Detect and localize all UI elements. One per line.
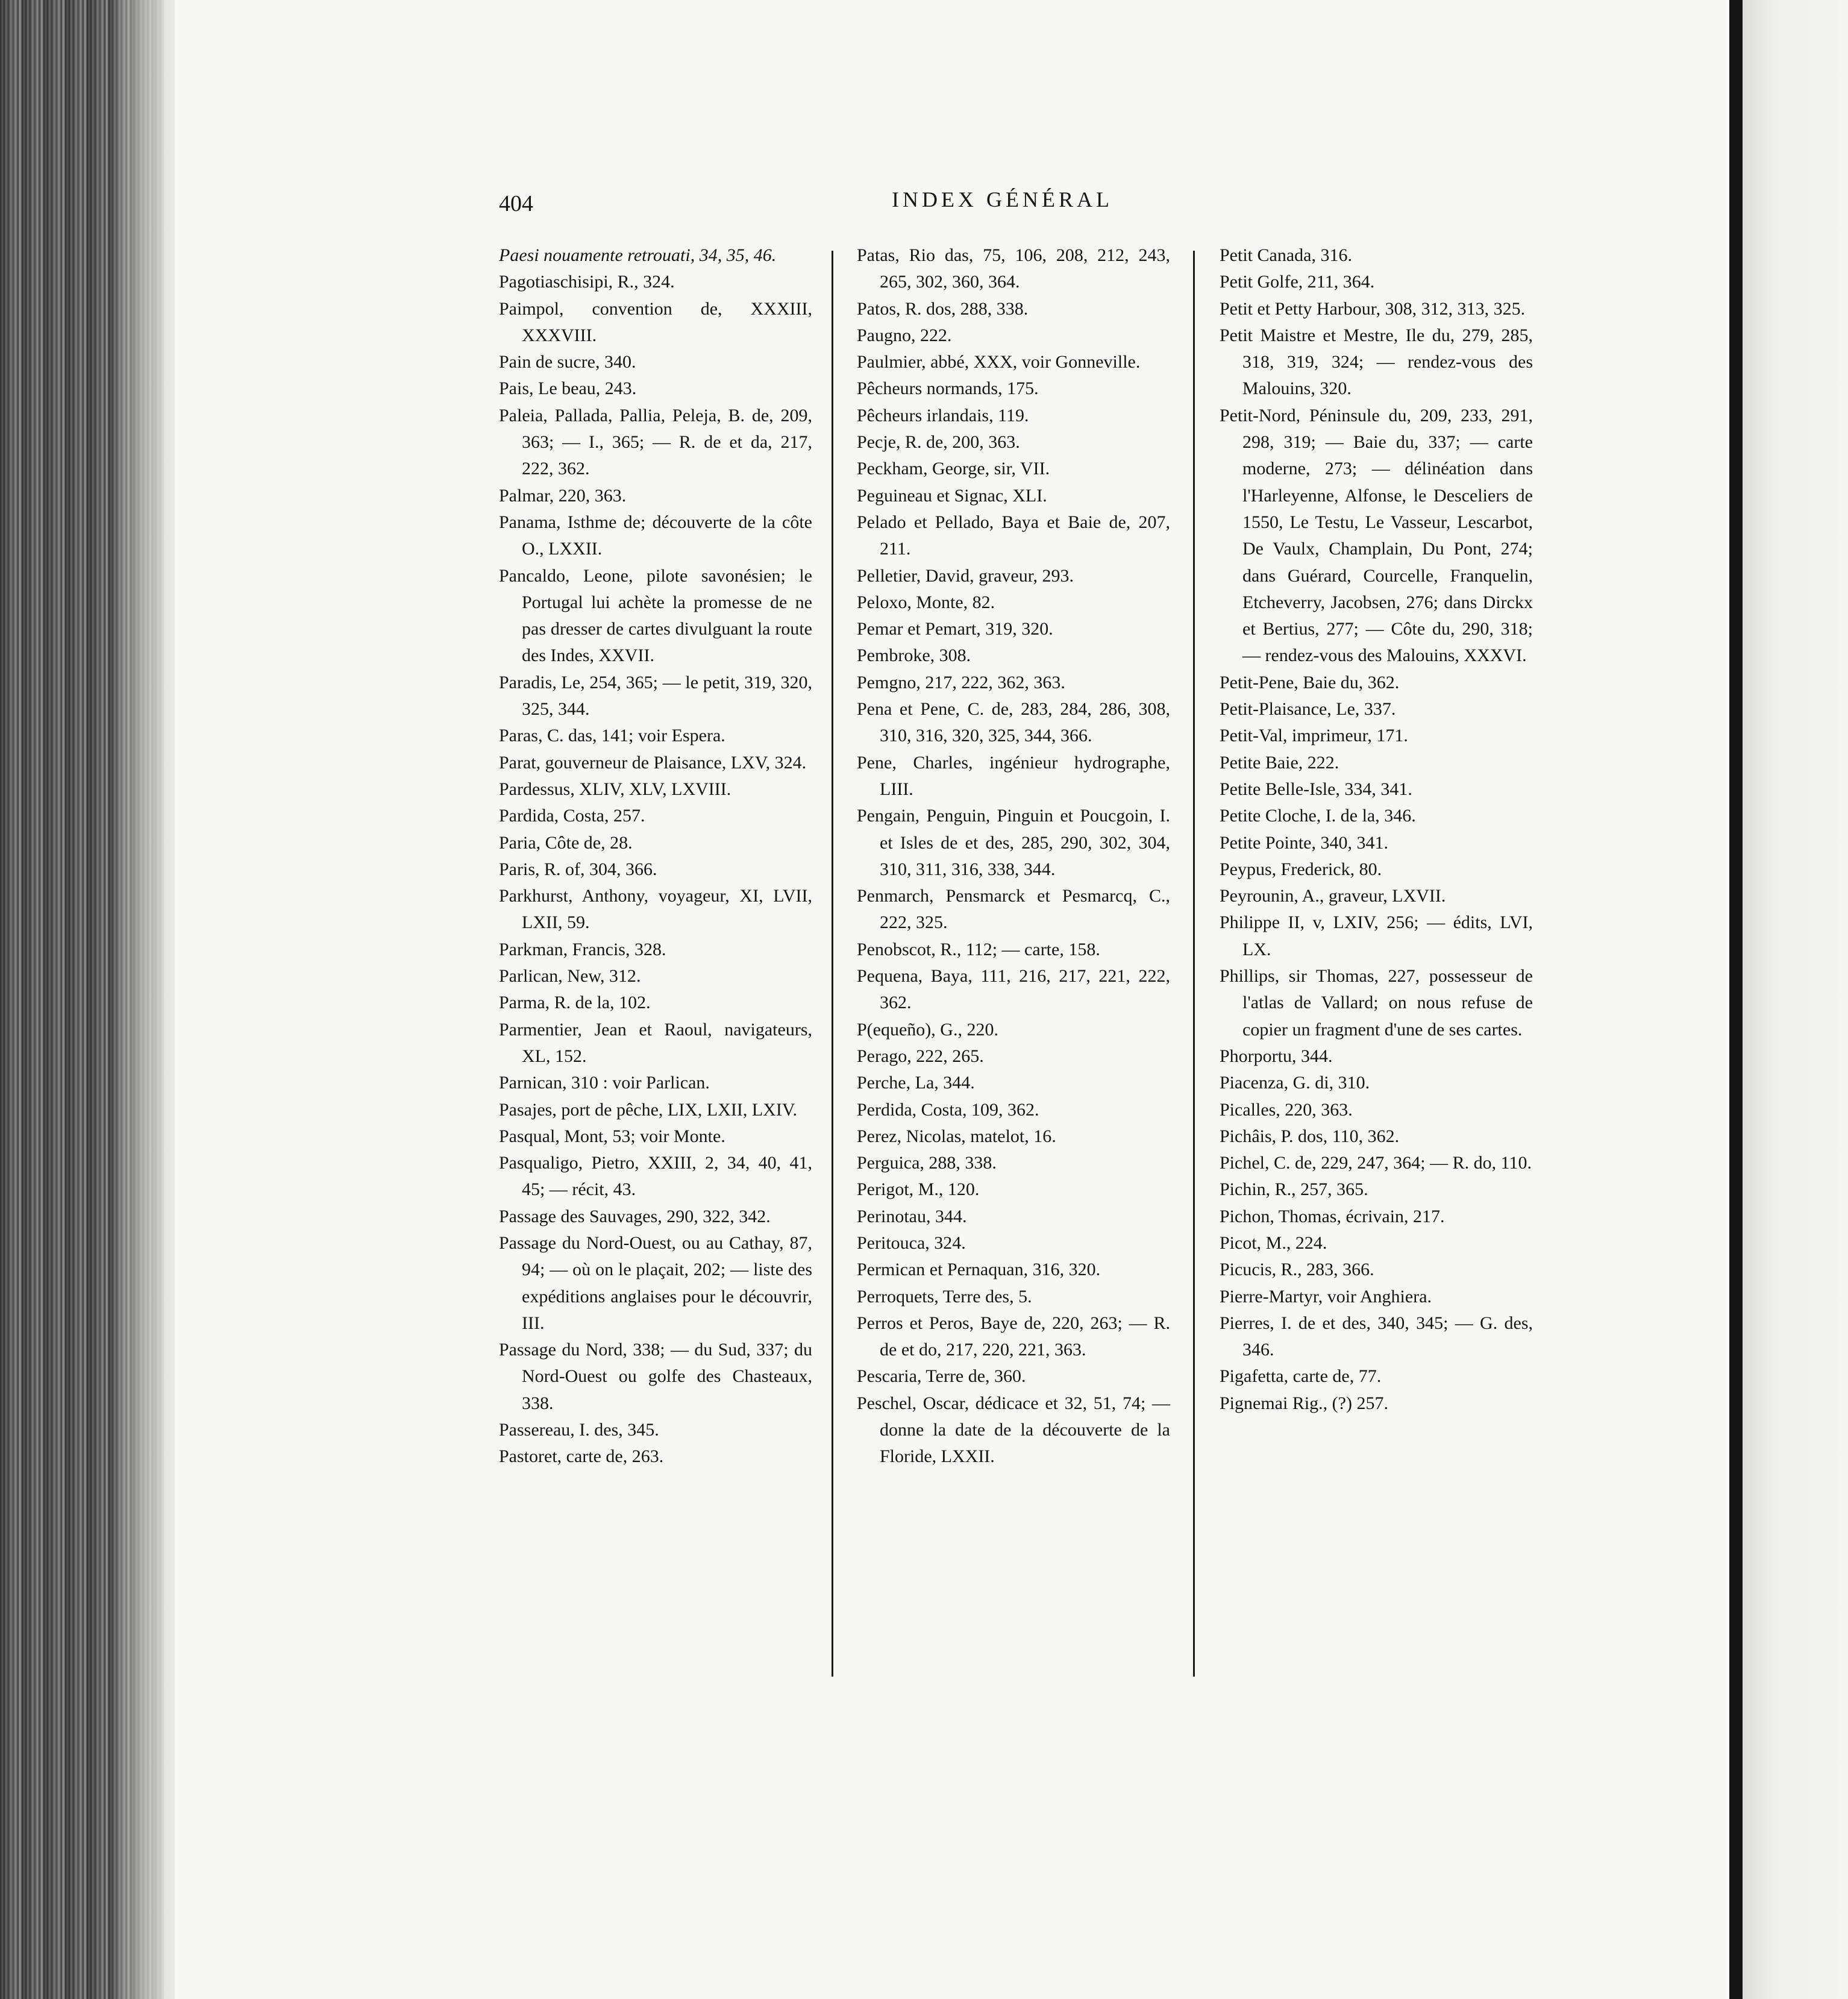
index-entry: Pêcheurs irlandais, 119. <box>857 405 1029 425</box>
index-entry: Picot, M., 224. <box>1220 1232 1327 1253</box>
index-entry: Petit Maistre et Mestre, Ile du, 279, 285, 318, 319, 324; — rendez-vous des Malouins, 320. <box>1220 325 1533 399</box>
column-rule <box>1193 251 1195 1677</box>
index-entry: Petit-Val, imprimeur, 171. <box>1220 726 1408 746</box>
index-entry: Pichon, Thomas, écrivain, 217. <box>1220 1206 1445 1226</box>
index-entry: Pichel, C. de, 229, 247, 364; — R. do, 110. <box>1220 1153 1532 1173</box>
index-entry: Paris, R. of, 304, 366. <box>499 859 657 879</box>
running-head: INDEX GÉNÉRAL <box>892 187 1113 212</box>
index-entry: Perez, Nicolas, matelot, 16. <box>857 1126 1056 1146</box>
index-entry: Peschel, Oscar, dédicace et 32, 51, 74; — donne la date de la découverte de la Floride, LXXII. <box>857 1393 1170 1467</box>
index-entry: Petite Cloche, I. de la, 346. <box>1220 806 1416 826</box>
index-entry: Pene, Charles, ingénieur hydrographe, LIII. <box>857 752 1170 799</box>
index-entry: P(equeño), G., 220. <box>857 1019 998 1040</box>
index-entry: Palmar, 220, 363. <box>499 485 627 506</box>
index-entry: Perguica, 288, 338. <box>857 1153 997 1173</box>
index-entry: Petite Baie, 222. <box>1220 752 1339 773</box>
gutter-shadow <box>108 0 175 1999</box>
index-entry: Paradis, Le, 254, 365; — le petit, 319, 320, 325, 344. <box>499 672 812 720</box>
index-entry: Permican et Pernaquan, 316, 320. <box>857 1260 1101 1280</box>
index-entry: Parat, gouverneur de Plaisance, LXV, 324. <box>499 752 807 773</box>
index-entry: Paria, Côte de, 28. <box>499 832 633 853</box>
index-column-3 <box>1220 242 1533 1417</box>
index-entry: Parmentier, Jean et Raoul, navigateurs, XL, 152. <box>499 1019 812 1066</box>
page-number: 404 <box>499 191 533 216</box>
index-entry: Perdida, Costa, 109, 362. <box>857 1099 1039 1120</box>
index-entry: Paleia, Pallada, Pallia, Peleja, B. de, 209, 363; — I., 365; — R. de et da, 217, 222, 362. <box>499 405 812 479</box>
index-entry: Pignemai Rig., (?) 257. <box>1220 1393 1388 1413</box>
index-entry: Parlican, New, 312. <box>499 966 641 987</box>
index-column-1 <box>499 242 812 1470</box>
index-entry: Paras, C. das, 141; voir Espera. <box>499 726 725 746</box>
index-entry: Passage du Nord-Ouest, ou au Cathay, 87, 94; — où on le plaçait, 202; — liste des expéditions anglaises pour le découvrir, III. <box>499 1232 812 1333</box>
index-entry: Peypus, Frederick, 80. <box>1220 859 1382 879</box>
index-entry: Philippe II, v, LXIV, 256; — édits, LVI, LX. <box>1220 912 1533 959</box>
index-entry: Pecje, R. de, 200, 363. <box>857 432 1020 453</box>
index-entry: Petit Canada, 316. <box>1220 245 1352 265</box>
index-entry: Pasqualigo, Pietro, XXIII, 2, 34, 40, 41, 45; — récit, 43. <box>499 1153 812 1200</box>
index-entry: Petite Pointe, 340, 341. <box>1220 832 1388 853</box>
index-entry: Perigot, M., 120. <box>857 1179 980 1200</box>
index-entry: Pescaria, Terre de, 360. <box>857 1366 1026 1387</box>
index-entry: Pardida, Costa, 257. <box>499 806 645 826</box>
index-entry: Pagotiaschisipi, R., 324. <box>499 272 675 292</box>
index-entry: Pardessus, XLIV, XLV, LXVIII. <box>499 779 731 799</box>
index-entry: Pelletier, David, graveur, 293. <box>857 565 1074 586</box>
index-entry: Petit-Nord, Péninsule du, 209, 233, 291, 298, 319; — Baie du, 337; — carte moderne, 273; — délinéation dans l'Harleyenne, Alfonse, le Desceliers de 1550, Le Testu, Le Vasseur, Lescarbot, De Vaulx, Champlain, Du Pont, 274; dans Guérard, Courcelle, Franquelin, Etcheverry, Jacobsen, 276; dans Dirckx et Bertius, 277; — Côte du, 290, 318; — rendez-vous des Malouins, XXXVI. <box>1220 405 1533 666</box>
index-entry: Patas, Rio das, 75, 106, 208, 212, 243, 265, 302, 360, 364. <box>857 245 1170 292</box>
index-entry: Perche, La, 344. <box>857 1073 975 1093</box>
index-entry: Paulmier, abbé, XXX, voir Gonneville. <box>857 352 1141 372</box>
index-entry: Petit-Plaisance, Le, 337. <box>1220 699 1396 720</box>
index-entry: Paimpol, convention de, XXXIII, XXXVIII. <box>499 298 812 345</box>
index-entry: Pemgno, 217, 222, 362, 363. <box>857 672 1065 692</box>
index-entry: Parma, R. de la, 102. <box>499 993 651 1013</box>
index-entry: Pain de sucre, 340. <box>499 352 636 372</box>
index-entry: Panama, Isthme de; découverte de la côte O., LXXII. <box>499 512 812 559</box>
index-entry: Pasqual, Mont, 53; voir Monte. <box>499 1126 725 1146</box>
index-entry: Pichâis, P. dos, 110, 362. <box>1220 1126 1400 1146</box>
index-entry: Parkman, Francis, 328. <box>499 939 666 959</box>
index-entry: Petit Golfe, 211, 364. <box>1220 272 1375 292</box>
index-entry: Picalles, 220, 363. <box>1220 1099 1353 1120</box>
index-entry: Perinotau, 344. <box>857 1206 967 1226</box>
index-entry: Pigafetta, carte de, 77. <box>1220 1366 1382 1387</box>
next-page-strip <box>1743 0 1848 1999</box>
index-entry: Pancaldo, Leone, pilote savonésien; le Portugal lui achète la promesse de ne pas dresser de cartes divulguant la route des Indes, XXVII. <box>499 565 812 666</box>
index-entry: Parkhurst, Anthony, voyageur, XI, LVII, LXII, 59. <box>499 886 812 933</box>
index-entry: Passage des Sauvages, 290, 322, 342. <box>499 1206 771 1226</box>
index-entry: Patos, R. dos, 288, 338. <box>857 298 1029 319</box>
index-entry: Pelado et Pellado, Baya et Baie de, 207, 211. <box>857 512 1170 559</box>
index-entry: Pasajes, port de pêche, LIX, LXII, LXIV. <box>499 1099 798 1120</box>
index-entry: Pequena, Baya, 111, 216, 217, 221, 222, 362. <box>857 966 1170 1013</box>
index-entry: Phillips, sir Thomas, 227, possesseur de l'atlas de Vallard; on nous refuse de copier un fragment d'une de ses cartes. <box>1220 966 1533 1040</box>
index-entry: Parnican, 310 : voir Parlican. <box>499 1073 710 1093</box>
index-entry: Pastoret, carte de, 263. <box>499 1446 664 1467</box>
index-entry: Paesi nouamente retrouati, 34, 35, 46. <box>499 245 777 265</box>
index-entry: Perroquets, Terre des, 5. <box>857 1286 1032 1307</box>
index-entry: Piacenza, G. di, 310. <box>1220 1073 1370 1093</box>
index-entry: Petite Belle-Isle, 334, 341. <box>1220 779 1412 799</box>
index-entry: Passereau, I. des, 345. <box>499 1420 659 1440</box>
index-entry: Petit et Petty Harbour, 308, 312, 313, 325. <box>1220 298 1526 319</box>
index-entry: Pena et Pene, C. de, 283, 284, 286, 308, 310, 316, 320, 325, 344, 366. <box>857 699 1170 746</box>
index-entry: Peyrounin, A., graveur, LXVII. <box>1220 886 1446 906</box>
index-entry: Peritouca, 324. <box>857 1232 966 1253</box>
index-entry: Peloxo, Monte, 82. <box>857 592 995 612</box>
index-entry: Picucis, R., 283, 366. <box>1220 1260 1374 1280</box>
index-entry: Paugno, 222. <box>857 325 952 345</box>
index-entry: Peguineau et Signac, XLI. <box>857 485 1047 506</box>
index-entry: Pais, Le beau, 243. <box>499 378 637 399</box>
index-entry: Pêcheurs normands, 175. <box>857 378 1039 399</box>
index-entry: Perros et Peros, Baye de, 220, 263; — R. de et do, 217, 220, 221, 363. <box>857 1313 1170 1360</box>
index-entry: Pemar et Pemart, 319, 320. <box>857 619 1053 639</box>
index-entry: Penmarch, Pensmarck et Pesmarcq, C., 222, 325. <box>857 886 1170 933</box>
index-entry: Pierres, I. de et des, 340, 345; — G. des, 346. <box>1220 1313 1533 1360</box>
index-entry: Pichin, R., 257, 365. <box>1220 1179 1368 1200</box>
index-entry: Pengain, Penguin, Pinguin et Poucgoin, I. et Isles de et des, 285, 290, 302, 304, 310, 311, 316, 338, 344. <box>857 806 1170 879</box>
index-entry: Passage du Nord, 338; — du Sud, 337; du Nord-Ouest ou golfe des Chasteaux, 338. <box>499 1340 812 1413</box>
index-entry: Phorportu, 344. <box>1220 1046 1333 1066</box>
column-rule <box>832 251 833 1677</box>
index-entry: Petit-Pene, Baie du, 362. <box>1220 672 1400 692</box>
index-entry: Pierre-Martyr, voir Anghiera. <box>1220 1286 1432 1307</box>
index-entry: Perago, 222, 265. <box>857 1046 984 1066</box>
index-column-2 <box>857 242 1170 1470</box>
index-entry: Penobscot, R., 112; — carte, 158. <box>857 939 1100 959</box>
index-entry: Pembroke, 308. <box>857 645 971 666</box>
page-right-edge <box>1729 0 1743 1999</box>
index-entry: Peckham, George, sir, VII. <box>857 459 1050 479</box>
